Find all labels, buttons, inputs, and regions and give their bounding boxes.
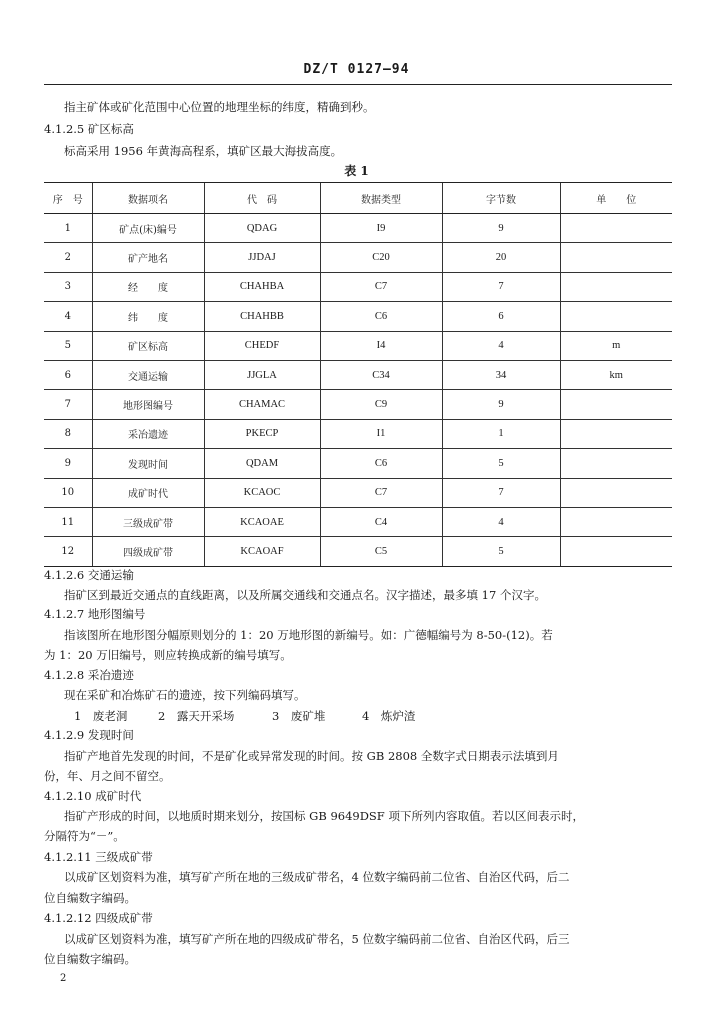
section-4128-heading: 4.1.2.8 采冶遗迹 <box>44 668 134 682</box>
cell-seq: 8 <box>44 419 92 448</box>
option-4: 4 炼炉渣 <box>362 709 416 723</box>
cell-unit <box>560 449 672 478</box>
cell-code: CHAHBA <box>204 272 320 301</box>
section-41211-heading: 4.1.2.11 三级成矿带 <box>44 850 153 864</box>
cell-data-type: C6 <box>320 302 442 331</box>
cell-bytes: 5 <box>442 537 560 566</box>
cell-data-type: C7 <box>320 272 442 301</box>
cell-bytes: 4 <box>442 507 560 536</box>
cell-data-type: I9 <box>320 214 442 243</box>
section-4126-heading: 4.1.2.6 交通运输 <box>44 568 134 582</box>
cell-seq: 6 <box>44 360 92 389</box>
cell-seq: 10 <box>44 478 92 507</box>
section-4125-text: 标高采用 1956 年黄海高程系，填矿区最大海拔高度。 <box>64 144 343 158</box>
section-4129-line1: 指矿产地首先发现的时间，不是矿化或异常发现的时间。按 GB 2808 全数字式日期表示法填到月 <box>64 749 559 763</box>
cell-code: JJGLA <box>204 360 320 389</box>
cell-item-name: 成矿时代 <box>92 478 204 507</box>
cell-item-name: 矿区标高 <box>92 331 204 360</box>
section-41212-line1: 以成矿区划资料为准，填写矿产所在地的四级成矿带名，5 位数字编码前二位省、自治区代码，后三 <box>64 932 570 946</box>
section-41211-line2: 位自编数字编码。 <box>44 891 136 905</box>
data-table <box>44 182 672 567</box>
cell-data-type: C4 <box>320 507 442 536</box>
cell-unit <box>560 214 672 243</box>
cell-item-name: 经 度 <box>92 272 204 301</box>
section-4127-heading: 4.1.2.7 地形图编号 <box>44 607 146 621</box>
cell-seq: 2 <box>44 243 92 272</box>
cell-data-type: C9 <box>320 390 442 419</box>
section-4125-heading: 4.1.2.5 矿区标高 <box>44 122 134 136</box>
cell-code: PKECP <box>204 419 320 448</box>
cell-unit <box>560 272 672 301</box>
cell-unit <box>560 302 672 331</box>
cell-code: KCAOC <box>204 478 320 507</box>
cell-data-type: C7 <box>320 478 442 507</box>
cell-code: CHEDF <box>204 331 320 360</box>
cell-unit <box>560 478 672 507</box>
table-caption: 表 1 <box>344 164 369 178</box>
cell-data-type: C20 <box>320 243 442 272</box>
cell-bytes: 9 <box>442 214 560 243</box>
cell-bytes: 4 <box>442 331 560 360</box>
cell-item-name: 发现时间 <box>92 449 204 478</box>
intro-line: 指主矿体或矿化范围中心位置的地理坐标的纬度，精确到秒。 <box>64 100 375 114</box>
table-row <box>44 331 672 360</box>
cell-unit <box>560 507 672 536</box>
section-41210-line1: 指矿产形成的时间，以地质时期来划分，按国标 GB 9649DSF 项下所列内容取值。若以区间表示时， <box>64 809 584 823</box>
cell-item-name: 四级成矿带 <box>92 537 204 566</box>
cell-seq: 1 <box>44 214 92 243</box>
cell-bytes: 1 <box>442 419 560 448</box>
section-4127-line1: 指该图所在地形图分幅原则划分的 1：20 万地形图的新编号。如：广德幅编号为 8-50-(12)。若 <box>64 628 553 642</box>
cell-item-name: 地形图编号 <box>92 390 204 419</box>
cell-bytes: 9 <box>442 390 560 419</box>
option-3: 3 废矿堆 <box>272 709 326 723</box>
cell-item-name: 矿点(床)编号 <box>92 214 204 243</box>
cell-data-type: C6 <box>320 449 442 478</box>
header-code: 代 码 <box>204 183 320 214</box>
cell-bytes: 20 <box>442 243 560 272</box>
cell-code: CHAMAC <box>204 390 320 419</box>
table-row <box>44 507 672 536</box>
cell-unit <box>560 419 672 448</box>
cell-code: QDAG <box>204 214 320 243</box>
section-41212-line2: 位自编数字编码。 <box>44 952 136 966</box>
table-row <box>44 243 672 272</box>
section-41212-heading: 4.1.2.12 四级成矿带 <box>44 911 153 925</box>
header-seq: 序 号 <box>44 183 92 214</box>
section-41210-line2: 分隔符为“－”。 <box>44 829 125 843</box>
cell-seq: 7 <box>44 390 92 419</box>
section-4129-line2: 份，年、月之间不留空。 <box>44 769 171 783</box>
cell-data-type: C5 <box>320 537 442 566</box>
table-row <box>44 419 672 448</box>
cell-data-type: I1 <box>320 419 442 448</box>
cell-item-name: 矿产地名 <box>92 243 204 272</box>
table-row <box>44 360 672 389</box>
table-row <box>44 449 672 478</box>
cell-seq: 9 <box>44 449 92 478</box>
cell-code: KCAOAF <box>204 537 320 566</box>
header-rule <box>44 84 672 85</box>
cell-unit <box>560 243 672 272</box>
cell-seq: 12 <box>44 537 92 566</box>
header-bytes: 字节数 <box>442 183 560 214</box>
cell-bytes: 6 <box>442 302 560 331</box>
cell-seq: 11 <box>44 507 92 536</box>
cell-bytes: 5 <box>442 449 560 478</box>
cell-item-name: 采冶遗迹 <box>92 419 204 448</box>
cell-seq: 4 <box>44 302 92 331</box>
section-41210-heading: 4.1.2.10 成矿时代 <box>44 789 142 803</box>
cell-bytes: 7 <box>442 272 560 301</box>
cell-item-name: 三级成矿带 <box>92 507 204 536</box>
table-row <box>44 272 672 301</box>
header-data-type: 数据类型 <box>320 183 442 214</box>
section-41211-line1: 以成矿区划资料为准，填写矿产所在地的三级成矿带名，4 位数字编码前二位省、自治区代码，后二 <box>64 870 570 884</box>
page-number: 2 <box>60 973 67 984</box>
option-2: 2 露天开采场 <box>158 709 235 723</box>
section-4126-text: 指矿区到最近交通点的直线距离，以及所属交通线和交通点名。汉字描述，最多填 17 个汉字。 <box>64 588 546 602</box>
cell-seq: 5 <box>44 331 92 360</box>
cell-item-name: 纬 度 <box>92 302 204 331</box>
table-row <box>44 537 672 566</box>
option-1: 1 废老洞 <box>74 709 128 723</box>
document-header: DZ/T 0127—94 <box>303 62 410 77</box>
cell-data-type: C34 <box>320 360 442 389</box>
table-row <box>44 478 672 507</box>
cell-seq: 3 <box>44 272 92 301</box>
cell-code: KCAOAE <box>204 507 320 536</box>
cell-bytes: 34 <box>442 360 560 389</box>
cell-code: CHAHBB <box>204 302 320 331</box>
cell-unit: km <box>560 360 672 389</box>
cell-unit: m <box>560 331 672 360</box>
table-row <box>44 390 672 419</box>
cell-unit <box>560 390 672 419</box>
section-4129-heading: 4.1.2.9 发现时间 <box>44 728 134 742</box>
cell-unit <box>560 537 672 566</box>
table-header-row <box>44 183 672 214</box>
header-unit: 单 位 <box>560 183 672 214</box>
section-4127-line2: 为 1：20 万旧编号，则应转换成新的编号填写。 <box>44 648 292 662</box>
cell-code: JJDAJ <box>204 243 320 272</box>
header-item-name: 数据项名 <box>92 183 204 214</box>
section-4128-text: 现在采矿和冶炼矿石的遗迹，按下列编码填写。 <box>64 688 306 702</box>
cell-data-type: I4 <box>320 331 442 360</box>
table-row <box>44 302 672 331</box>
cell-bytes: 7 <box>442 478 560 507</box>
cell-item-name: 交通运输 <box>92 360 204 389</box>
cell-code: QDAM <box>204 449 320 478</box>
table-row <box>44 214 672 243</box>
